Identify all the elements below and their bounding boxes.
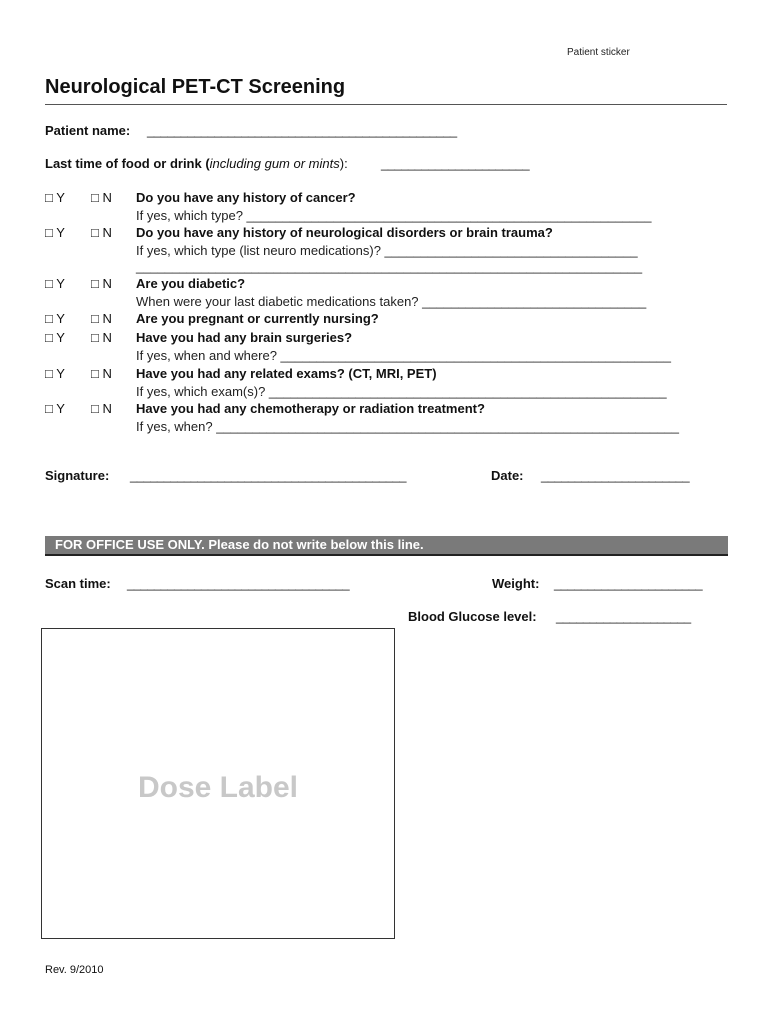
question-followup-field[interactable]: If yes, when and where? ______________________________________________________ [136, 348, 671, 363]
question-text: Have you had any brain surgeries? [136, 330, 353, 345]
title-divider [45, 104, 727, 105]
no-checkbox[interactable]: □ N [91, 366, 112, 381]
patient-name-field[interactable]: ______________________________________________ [147, 123, 457, 138]
office-use-banner [45, 536, 728, 554]
patient-name-label: Patient name: [45, 123, 131, 138]
question-text: Have you had any chemotherapy or radiation treatment? [136, 401, 485, 416]
weight-label: Weight: [492, 576, 540, 591]
yes-checkbox[interactable]: □ Y [45, 311, 65, 326]
last-food-label-b: ): [339, 156, 348, 171]
yes-checkbox[interactable]: □ Y [45, 190, 65, 205]
blood-glucose-label: Blood Glucose level: [408, 609, 537, 624]
yes-checkbox[interactable]: □ Y [45, 330, 65, 345]
question-followup-field[interactable]: If yes, when? ________________________________________________________________ [136, 419, 679, 434]
signature-field[interactable]: _________________________________________ [130, 468, 406, 483]
weight-field[interactable]: ______________________ [554, 576, 703, 591]
last-food-label-italic: including gum or mints [209, 156, 340, 171]
yes-checkbox[interactable]: □ Y [45, 401, 65, 416]
yes-checkbox[interactable]: □ Y [45, 366, 65, 381]
no-checkbox[interactable]: □ N [91, 330, 112, 345]
last-food-label [45, 156, 348, 171]
office-use-banner-text: FOR OFFICE USE ONLY. Please do not write below this line. [55, 537, 424, 552]
yes-checkbox[interactable]: □ Y [45, 225, 65, 240]
blood-glucose-field[interactable]: ____________________ [556, 609, 691, 624]
scan-time-field[interactable]: _________________________________ [127, 576, 350, 591]
date-label: Date: [491, 468, 524, 483]
question-followup-field[interactable]: If yes, which type? ________________________________________________________ [136, 208, 652, 223]
question-followup-field-2[interactable]: ______________________________________________________________________ [136, 259, 643, 274]
yes-checkbox[interactable]: □ Y [45, 276, 65, 291]
question-text: Are you pregnant or currently nursing? [136, 311, 379, 326]
question-text: Are you diabetic? [136, 276, 246, 291]
scan-time-label: Scan time: [45, 576, 111, 591]
last-food-field[interactable]: ______________________ [381, 156, 530, 171]
question-followup-field[interactable]: If yes, which type (list neuro medications)? ___________________________________ [136, 243, 638, 258]
last-food-label-a: Last time of food or drink ( [45, 156, 210, 171]
date-field[interactable]: ______________________ [541, 468, 690, 483]
question-followup-field[interactable]: When were your last diabetic medications taken? _______________________________ [136, 294, 647, 309]
dose-label-text: Dose Label [137, 771, 299, 804]
no-checkbox[interactable]: □ N [91, 276, 112, 291]
dose-label-box [41, 628, 395, 939]
revision-note: Rev. 9/2010 [45, 964, 104, 976]
page-title: Neurological PET-CT Screening [45, 76, 346, 98]
question-text: Do you have any history of neurological disorders or brain trauma? [136, 225, 553, 240]
patient-sticker-label: Patient sticker [567, 47, 630, 58]
no-checkbox[interactable]: □ N [91, 190, 112, 205]
question-followup-field[interactable]: If yes, which exam(s)? _______________________________________________________ [136, 384, 667, 399]
no-checkbox[interactable]: □ N [91, 311, 112, 326]
no-checkbox[interactable]: □ N [91, 225, 112, 240]
no-checkbox[interactable]: □ N [91, 401, 112, 416]
signature-label: Signature: [45, 468, 110, 483]
question-text: Have you had any related exams? (CT, MRI, PET) [136, 366, 437, 381]
question-text: Do you have any history of cancer? [136, 190, 356, 205]
